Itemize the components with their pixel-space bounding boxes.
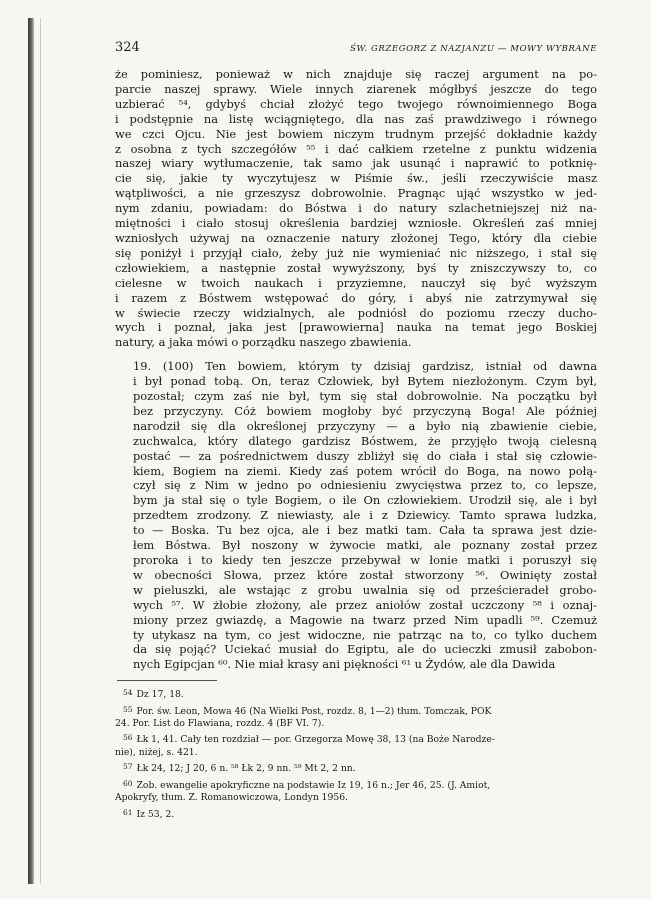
text-line: we czci Ojcu. Nie jest bowiem niczym trudnym przejść dokładnie każdy	[115, 126, 597, 141]
text-line: zuchwalca, który dlatego gardzisz Bóstwem, że przyjęło twoją cielesną	[133, 433, 597, 448]
text-line: się poniżył i przyjął ciało, żeby już nie wymieniać nic niższego, i stał się	[115, 245, 597, 260]
text-line: 19. (100) Ten bowiem, którym ty dzisiaj gardzisz, istniał od dawna	[133, 359, 597, 374]
text-line: w świecie rzeczy widzialnych, ale podniósł do poziomu rzeczy ducho-	[115, 305, 597, 320]
text-line: człowiekiem, a następnie został wywyższony, byś ty zniszczywszy to, co	[115, 260, 597, 275]
text-line: cielesne w twoich naukach i przyziemne, nauczył się być wyższym	[115, 275, 597, 290]
text-line: czył się z Nim w jedno po odniesieniu zwycięstwa przez to, co lepsze,	[133, 478, 597, 493]
text-line: z osobna z tych szczegółów ⁵⁵ i dać całkiem rzetelne z punktu widzenia	[115, 141, 597, 156]
footnote-text: Iz 53, 2.	[136, 808, 175, 820]
footnote-text: 24. Por. List do Flawiana, rozdz. 4 (BF VI. 7).	[115, 718, 325, 730]
book-page	[115, 40, 597, 823]
text-line: pozostał; czym zaś nie był, tym się stał dobrowolnie. Na początku był	[133, 389, 597, 404]
text-line: narodził się dla określonej przyczyny — a było nią zbawienie ciebie,	[133, 418, 597, 433]
binding-shadow-line	[40, 18, 41, 884]
text-line: miony przez gwiazdę, a Magowie na twarz przed Nim upadli ⁵⁹. Czemuż	[133, 612, 597, 627]
text-line: postać — za pośrednictwem duszy zbliżył się do ciała i stał się człowie-	[133, 448, 597, 463]
footnote-text: Łk 24, 12; J 20, 6 n. ⁵⁸ Łk 2, 9 nn. ⁵⁹ Mt 2, 2 nn.	[136, 763, 356, 775]
footnote	[115, 778, 597, 805]
footnote-text: Dz 17, 18.	[136, 689, 184, 701]
body-paragraph-1	[115, 67, 597, 350]
footnote	[115, 704, 597, 731]
text-line: bez przyczyny. Cóż bowiem mogłoby być przyczyną Boga! Ale później	[133, 403, 597, 418]
binding-edge	[28, 18, 34, 884]
text-line: wych i poznał, jaka jest [prawowierna] nauka na temat jego Boskiej	[115, 320, 597, 335]
text-line: łem Bóstwa. Był noszony w żywocie matki, ale poznany został przez	[133, 538, 597, 553]
footnote-text: Apokryfy, tłum. Z. Romanowiczowa, Londyn 1956.	[115, 792, 348, 804]
body-paragraph-2	[115, 359, 597, 672]
text-line: uzbierać ⁵⁴, gdybyś chciał złożyć tego twojego równoimiennego Boga	[115, 96, 597, 111]
text-line: że pominiesz, ponieważ w nich znajduje się raczej argument na po-	[115, 67, 597, 81]
footnote-separator	[117, 680, 217, 681]
text-line: w obecności Słowa, przez które został stworzony ⁵⁶. Owinięty został	[133, 567, 597, 582]
text-line: ty utykasz na tym, co jest widoczne, nie patrząc na to, co tylko duchem	[133, 627, 597, 642]
text-line: w pieluszki, ale wstając z grobu uwalnia się od prześcieradeł grobo-	[133, 582, 597, 597]
text-line: wych ⁵⁷. W żłobie złożony, ale przez aniołów został uczczony ⁵⁸ i oznaj-	[133, 597, 597, 612]
footnote-text: Por. św. Leon, Mowa 46 (Na Wielki Post, rozdz. 8, 1—2) tłum. Tomczak, POK	[136, 705, 492, 717]
text-line: cie się, jakie ty wyczytujesz w Piśmie św., jeśli rzeczywiście masz	[115, 171, 597, 186]
text-line: wzniosłych używaj na oznaczenie natury złożonej Tego, który dla ciebie	[115, 230, 597, 245]
text-line: to — Boska. Tu bez ojca, ale i bez matki tam. Cała ta sprawa jest dzie-	[133, 523, 597, 538]
text-line: miętności i ciało stosuj określenia bardziej wzniosłe. Określeń zaś mniej	[115, 216, 597, 231]
running-title: ŚW. GRZEGORZ Z NAZJANZU — MOWY WYBRANE	[350, 44, 597, 54]
footnote-text: Zob. ewangelie apokryficzne na podstawie Iz 19, 16 n.; Jer 46, 25. (J. Amiot,	[136, 779, 491, 791]
footnote	[115, 732, 597, 759]
footnote-number: 55	[123, 704, 133, 714]
text-line: wątpliwości, a nie grzeszysz dobrowolnie. Pragnąc ująć wszystko w jed-	[115, 186, 597, 201]
page-header	[115, 40, 597, 55]
footnotes	[115, 687, 597, 821]
text-line: przedtem zrodzony. Z niewiasty, ale i z Dziewicy. Tamto sprawa ludzka,	[133, 508, 597, 523]
footnote-number: 60	[123, 778, 133, 788]
text-line: i razem z Bóstwem wstępować do góry, i abyś nie zatrzymywał się	[115, 290, 597, 305]
text-line: bym ja stał się o tyle Bogiem, o ile On człowiekiem. Urodził się, ale i był	[133, 493, 597, 508]
footnote	[115, 687, 597, 701]
footnote	[115, 761, 597, 775]
page-number: 324	[115, 40, 140, 55]
footnote-text: Łk 1, 41. Cały ten rozdział — por. Grzegorza Mowę 38, 13 (na Boże Narodze-	[136, 734, 495, 746]
text-line: natury, a jaka mówi o porządku naszego zbawienia.	[115, 335, 412, 350]
text-line: nym zdaniu, powiadam: do Bóstwa i do natury szlachetniejszej niż na-	[115, 201, 597, 216]
footnote-number: 54	[123, 688, 133, 698]
text-line: i był ponad tobą. On, teraz Człowiek, był Bytem niezłożonym. Czym był,	[133, 374, 597, 389]
text-line: da się pojąć? Uciekać musiał do Egiptu, ale do ucieczki zmusił zabobon-	[133, 642, 597, 657]
text-line: nych Egipcjan ⁶⁰. Nie miał krasy ani piękności ⁶¹ u Żydów, ale dla Dawida	[133, 657, 556, 672]
text-line: naszej wiary wytłumaczenie, tak samo jak usunąć i naprawić to potknię-	[115, 156, 597, 171]
text-line: kiem, Bogiem na ziemi. Kiedy zaś potem wrócił do Boga, na nowo połą-	[133, 463, 597, 478]
text-line: parcie naszej sprawy. Wiele innych ziarenek mógłbyś jeszcze do tego	[115, 81, 597, 96]
footnote-number: 57	[123, 762, 133, 772]
footnote	[115, 807, 597, 821]
footnote-text: nie), niżej, s. 421.	[115, 746, 198, 758]
text-line: i podstępnie na listę wciągniętego, dla nas zaś prawdziwego i równego	[115, 111, 597, 126]
footnote-number: 61	[123, 807, 133, 817]
footnote-number: 56	[123, 733, 133, 743]
text-line: proroka i to kiedy ten jeszcze przebywał w łonie matki i poruszył się	[133, 553, 597, 567]
